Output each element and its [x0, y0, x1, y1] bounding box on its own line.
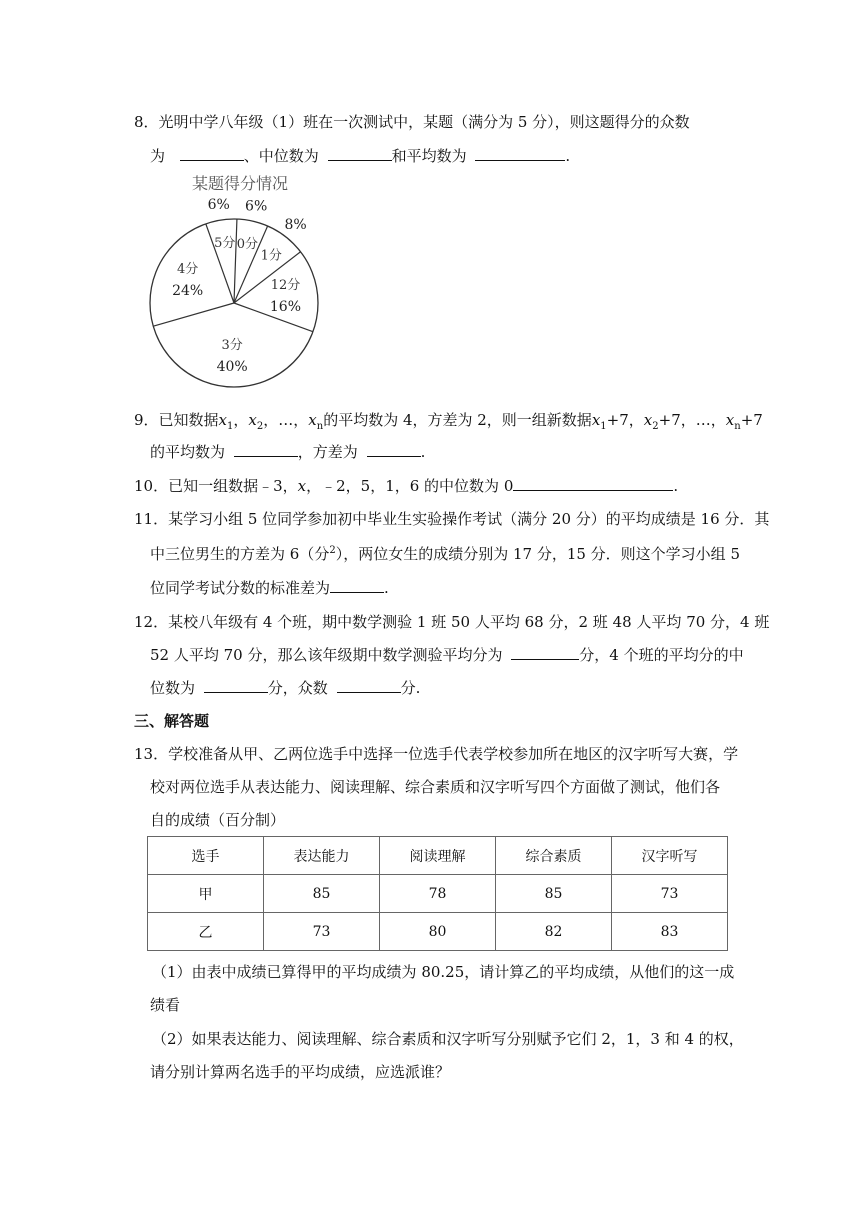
q8-text-d: .	[565, 147, 571, 165]
table-header-cell: 表达能力	[264, 837, 380, 875]
table-cell: 80	[380, 913, 496, 951]
q11-end: .	[384, 579, 389, 597]
q12-median-blank[interactable]	[204, 678, 268, 693]
q12-mode-blank[interactable]	[337, 678, 401, 693]
pie-category-label: 5分	[214, 236, 236, 252]
q9-var-x2: x	[248, 411, 257, 429]
q9-comma-b: ，	[628, 411, 644, 429]
table-header-row	[148, 837, 728, 875]
pie-category-label: 1分	[260, 248, 282, 264]
q13-line3: 自的成绩（百分制）	[150, 811, 286, 829]
pie-category-label: 3分	[221, 338, 243, 354]
q9-new-x1: x	[591, 411, 601, 429]
q9-var-blank[interactable]	[367, 442, 421, 457]
q9-end: .	[420, 443, 426, 461]
q11-text-c: 位同学考试分数的标准差为	[150, 579, 331, 597]
q12-line1: 12．某校八年级有 4 个班，期中数学测验 1 班 50 人平均 68 分，2 班 48 人平均 70 分，4 班	[134, 613, 770, 631]
q8-mode-blank[interactable]	[180, 146, 244, 161]
pie-percent-label: 40%	[216, 359, 248, 376]
table-row	[148, 875, 728, 913]
q10-end: .	[673, 477, 679, 495]
q9-new-sub-n: n	[734, 421, 741, 432]
table-cell: 甲	[148, 875, 264, 913]
pie-category-label: 12分	[270, 278, 301, 294]
q10-answer-blank[interactable]	[513, 476, 673, 491]
q13-part2-line1: （2）如果表达能力、阅读理解、综合素质和汉字听写分别赋予它们 2，1，3 和 4 的权，	[152, 1030, 744, 1048]
q12-line3	[150, 678, 420, 698]
q9-new-sub-2: 2	[652, 421, 659, 432]
q8-line2	[150, 146, 570, 166]
table-header-cell: 汉字听写	[612, 837, 728, 875]
table-cell: 乙	[148, 913, 264, 951]
q8-text-a: 为	[150, 147, 166, 165]
q10-text-a: 10．已知一组数据﹣3，	[134, 477, 298, 495]
table-cell: 85	[264, 875, 380, 913]
table-cell: 82	[496, 913, 612, 951]
table-header-cell: 选手	[148, 837, 264, 875]
table-cell: 78	[380, 875, 496, 913]
q9-new-sub-1: 1	[600, 421, 607, 432]
q13-line1: 13．学校准备从甲、乙两位选手中选择一位选手代表学校参加所在地区的汉字听写大赛，学	[134, 745, 739, 763]
q9-text-var: ，方差为	[297, 443, 358, 461]
q8-line1: 8．光明中学八年级（1）班在一次测试中，某题（满分为 5 分），则这题得分的众数	[134, 113, 690, 131]
chart-title: 某题得分情况	[192, 174, 289, 193]
q12-text-c: 位数为	[150, 679, 196, 697]
q9-comma: ，	[233, 411, 249, 429]
q9-text-a: 9．已知数据	[134, 411, 219, 429]
q11-line1: 11．某学习小组 5 位同学参加初中毕业生实验操作考试（满分 20 分）的平均成绩是 16 分．其	[134, 510, 770, 528]
table-cell: 85	[496, 875, 612, 913]
q9-line2	[150, 442, 425, 462]
pie-category-label: 4分	[177, 262, 199, 278]
q12-line2	[150, 645, 744, 665]
q9-text-b: 的平均数为 4，方差为 2，则一组新数据	[323, 411, 592, 429]
q13-part1-line1: （1）由表中成绩已算得甲的平均成绩为 80.25，请计算乙的平均成绩，从他们的这一成	[152, 963, 735, 981]
q12-text-a: 52 人平均 70 分，那么该年级期中数学测验平均分为	[150, 646, 503, 664]
q11-line2	[150, 544, 740, 564]
q9-var-x1: x	[218, 411, 228, 429]
q11-std-blank[interactable]	[330, 578, 384, 593]
q12-end: 分.	[400, 679, 421, 697]
q13-part2-line2: 请分别计算两名选手的平均成绩，应选派谁？	[150, 1063, 451, 1081]
table-header-cell: 阅读理解	[380, 837, 496, 875]
q9-plus7-a: +7	[606, 411, 629, 429]
q11-text-a: 中三位男生的方差为 6（分	[150, 545, 330, 563]
pie-percent-label: 6%	[245, 198, 268, 215]
q9-mean-blank[interactable]	[234, 442, 298, 457]
pie-percent-label: 8%	[284, 217, 307, 234]
q9-sub-1: 1	[227, 421, 234, 432]
q8-median-blank[interactable]	[328, 146, 392, 161]
pie-percent-label: 6%	[207, 197, 230, 214]
q10-var-x: x	[297, 477, 307, 495]
q11-sup: 2	[329, 545, 336, 556]
q9-plus7-b: +7	[658, 411, 681, 429]
q11-text-b: ），两位女生的成绩分别为 17 分，15 分．则这个学习小组 5	[335, 545, 740, 563]
q8-mean-blank[interactable]	[475, 146, 565, 161]
q13-line2: 校对两位选手从表达能力、阅读理解、综合素质和汉字听写四个方面做了测试，他们各	[150, 778, 721, 796]
q9-ellipsis-b: ，…，	[680, 411, 726, 429]
q13-part1-line2: 绩看	[150, 996, 181, 1014]
q9-sub-2: 2	[256, 421, 264, 432]
q9-new-x2: x	[643, 411, 653, 429]
q9-var-xn: x	[308, 411, 317, 429]
table-cell: 83	[612, 913, 728, 951]
pie-percent-label: 24%	[172, 283, 204, 300]
q10-line	[134, 476, 678, 496]
q8-text-c: 和平均数为	[391, 147, 467, 165]
q11-line3	[150, 578, 389, 598]
q9-text-mean: 的平均数为	[150, 443, 226, 461]
table-cell: 73	[264, 913, 380, 951]
pie-category-label: 0分	[236, 237, 259, 253]
q8-text-b: 、中位数为	[243, 147, 319, 165]
q9-plus7-c: +7	[740, 411, 763, 429]
pie-percent-label: 16%	[269, 299, 302, 316]
scores-table	[147, 836, 728, 951]
q9-sub-n: n	[316, 421, 324, 432]
q9-ellipsis: ，…，	[263, 411, 309, 429]
q12-text-d: 分，众数	[267, 679, 328, 697]
q12-avg-blank[interactable]	[511, 645, 579, 660]
q9-new-xn: x	[725, 411, 735, 429]
q10-text-b: ，﹣2，5，1，6 的中位数为 0	[306, 477, 514, 495]
score-pie-chart	[140, 170, 340, 395]
table-row	[148, 913, 728, 951]
section-heading: 三、解答题	[134, 712, 210, 730]
table-cell: 73	[612, 875, 728, 913]
q9-line1	[134, 410, 763, 430]
table-header-cell: 综合素质	[496, 837, 612, 875]
q12-text-b: 分，4 个班的平均分的中	[579, 646, 744, 664]
